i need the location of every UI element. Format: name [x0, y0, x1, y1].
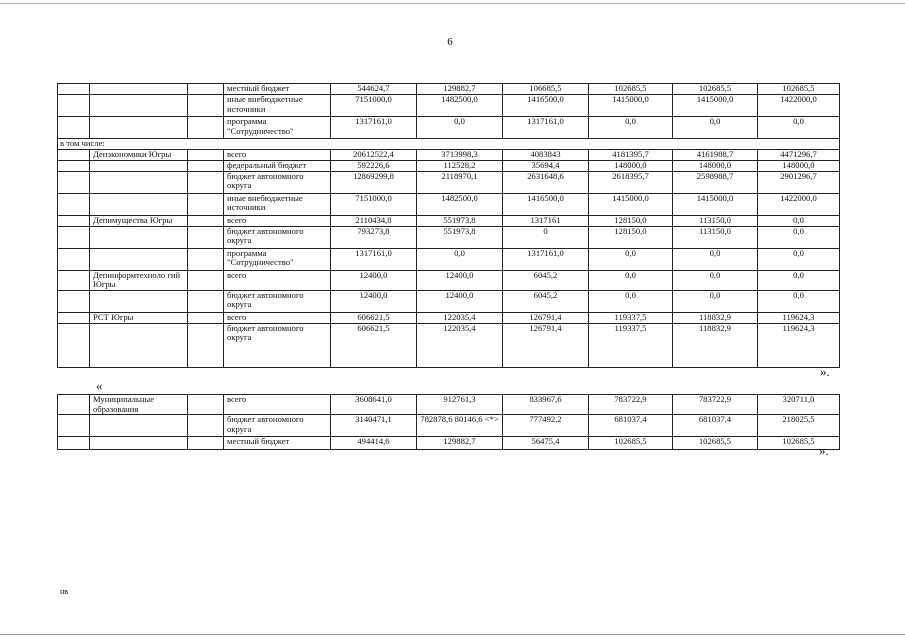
value-cell: 833967,6 — [503, 395, 589, 415]
value-cell: 1422000,0 — [758, 193, 840, 215]
empty-cell — [188, 226, 224, 248]
funding-source-cell: местный бюджет — [224, 437, 331, 450]
value-cell: 777492,2 — [503, 415, 589, 437]
value-cell: 7151000,0 — [331, 95, 417, 117]
value-cell: 494414,6 — [331, 437, 417, 450]
table-row — [58, 437, 840, 450]
table-row — [58, 395, 840, 415]
empty-cell — [188, 248, 224, 270]
funding-source-cell: программа "Сотрудничество" — [224, 248, 331, 270]
empty-cell — [188, 149, 224, 160]
value-cell: 1422000,0 — [758, 95, 840, 117]
value-cell: 0,0 — [758, 290, 840, 312]
value-cell: 2598988,7 — [673, 171, 758, 193]
funding-source-cell: программа "Сотрудничество" — [224, 117, 331, 139]
value-cell: 2618395,7 — [589, 171, 673, 193]
value-cell: 606621,5 — [331, 312, 417, 323]
closing-quote-1: ». — [820, 364, 830, 379]
value-cell: 35694,4 — [503, 160, 589, 171]
value-cell: 2901296,7 — [758, 171, 840, 193]
value-cell: 102685,5 — [589, 437, 673, 450]
value-cell: 4161988,7 — [673, 149, 758, 160]
empty-cell — [188, 323, 224, 367]
empty-cell — [58, 226, 90, 248]
value-cell: 56475,4 — [503, 437, 589, 450]
value-cell: 0,0 — [758, 117, 840, 139]
empty-cell — [58, 437, 90, 450]
value-cell: 12400,0 — [417, 290, 503, 312]
organization-cell — [90, 171, 188, 193]
value-cell: 1317161 — [503, 215, 589, 226]
value-cell: 4471296,7 — [758, 149, 840, 160]
empty-cell — [58, 171, 90, 193]
value-cell: 320711,0 — [758, 395, 840, 415]
value-cell: 0,0 — [758, 226, 840, 248]
value-cell: 119624,3 — [758, 323, 840, 367]
funding-source-cell: всего — [224, 270, 331, 290]
value-cell: 0,0 — [417, 248, 503, 270]
funding-source-cell: иные внебюджетные источники — [224, 193, 331, 215]
value-cell: 119337,5 — [589, 312, 673, 323]
table-row — [58, 270, 840, 290]
table-row — [58, 139, 840, 150]
opening-quote: « — [96, 378, 103, 393]
value-cell: 2118970,1 — [417, 171, 503, 193]
funding-source-cell: бюджет автономного округа — [224, 226, 331, 248]
funding-source-cell: бюджет автономного округа — [224, 415, 331, 437]
value-cell: 606621,5 — [331, 323, 417, 367]
empty-cell — [188, 312, 224, 323]
table-row — [58, 290, 840, 312]
value-cell: 1482500,0 — [417, 193, 503, 215]
value-cell: 0,0 — [417, 117, 503, 139]
empty-cell — [58, 117, 90, 139]
value-cell: 783722,9 — [673, 395, 758, 415]
value-cell: 102685,5 — [673, 84, 758, 95]
value-cell: 113150,0 — [673, 226, 758, 248]
value-cell: 106685,5 — [503, 84, 589, 95]
empty-cell — [188, 395, 224, 415]
organization-cell — [90, 117, 188, 139]
empty-cell — [188, 84, 224, 95]
table-row — [58, 248, 840, 270]
value-cell: 7151000,0 — [331, 193, 417, 215]
empty-cell — [58, 160, 90, 171]
value-cell: 113150,0 — [673, 215, 758, 226]
value-cell: 0 — [503, 226, 589, 248]
value-cell: 2110434,8 — [331, 215, 417, 226]
organization-cell: Депинформтехноло гий Югры — [90, 270, 188, 290]
empty-cell — [188, 160, 224, 171]
value-cell: 118832,9 — [673, 312, 758, 323]
value-cell: 126791,4 — [503, 323, 589, 367]
value-cell: 0,0 — [589, 270, 673, 290]
value-cell: 544624,7 — [331, 84, 417, 95]
empty-cell — [58, 290, 90, 312]
value-cell: 3608641,0 — [331, 395, 417, 415]
empty-cell — [58, 149, 90, 160]
section-note: в том числе: — [58, 139, 840, 150]
empty-cell — [58, 270, 90, 290]
value-cell: 6045,2 — [503, 290, 589, 312]
value-cell: 1317161,0 — [331, 117, 417, 139]
value-cell: 1415000,0 — [589, 193, 673, 215]
value-cell: 551973,8 — [417, 215, 503, 226]
value-cell: 1415000,0 — [673, 193, 758, 215]
table-row — [58, 193, 840, 215]
organization-cell — [90, 84, 188, 95]
value-cell: 0,0 — [673, 117, 758, 139]
value-cell: 681037,4 — [589, 415, 673, 437]
value-cell: 128150,0 — [589, 226, 673, 248]
value-cell: 12869299,8 — [331, 171, 417, 193]
value-cell: 12400,0 — [331, 270, 417, 290]
empty-cell — [58, 84, 90, 95]
value-cell: 912761,3 — [417, 395, 503, 415]
organization-cell: Депимущества Югры — [90, 215, 188, 226]
empty-cell — [58, 323, 90, 367]
empty-cell — [188, 193, 224, 215]
value-cell: 2631648,6 — [503, 171, 589, 193]
organization-cell — [90, 226, 188, 248]
value-cell: 218025,5 — [758, 415, 840, 437]
empty-cell — [58, 415, 90, 437]
value-cell: 1317161,0 — [503, 248, 589, 270]
value-cell: 1416500,0 — [503, 193, 589, 215]
scan-edge-bottom — [0, 634, 905, 635]
table-row — [58, 215, 840, 226]
funding-source-cell: бюджет автономного округа — [224, 171, 331, 193]
organization-cell — [90, 437, 188, 450]
value-cell: 119624,3 — [758, 312, 840, 323]
value-cell: 12400,0 — [331, 290, 417, 312]
value-cell: 0,0 — [589, 290, 673, 312]
organization-cell: Депэкономики Югры — [90, 149, 188, 160]
page-number: 6 — [447, 36, 453, 48]
value-cell: 551973,8 — [417, 226, 503, 248]
value-cell: 0,0 — [673, 248, 758, 270]
empty-cell — [188, 270, 224, 290]
value-cell: 1415000,0 — [673, 95, 758, 117]
closing-quote-2: ». — [819, 443, 829, 458]
value-cell: 0,0 — [673, 270, 758, 290]
value-cell: 129882,7 — [417, 437, 503, 450]
table-row — [58, 149, 840, 160]
value-cell: 3713998,3 — [417, 149, 503, 160]
value-cell: 102685,5 — [673, 437, 758, 450]
value-cell: 118832,9 — [673, 323, 758, 367]
value-cell: 102685,5 — [758, 84, 840, 95]
empty-cell — [58, 312, 90, 323]
table-row — [58, 323, 840, 367]
budget-table-2 — [57, 394, 840, 450]
organization-cell — [90, 415, 188, 437]
value-cell: 129882,7 — [417, 84, 503, 95]
value-cell: 0,0 — [758, 248, 840, 270]
funding-source-cell: всего — [224, 395, 331, 415]
funding-source-cell: иные внебюджетные источники — [224, 95, 331, 117]
value-cell: 102685,5 — [758, 437, 840, 450]
value-cell: 0,0 — [589, 248, 673, 270]
funding-source-cell: бюджет автономного округа — [224, 323, 331, 367]
funding-source-cell: федеральный бюджет — [224, 160, 331, 171]
table-row — [58, 171, 840, 193]
value-cell: 148000,0 — [673, 160, 758, 171]
funding-source-cell: всего — [224, 149, 331, 160]
value-cell: 793273,8 — [331, 226, 417, 248]
empty-cell — [58, 95, 90, 117]
value-cell: 102685,5 — [589, 84, 673, 95]
table-row — [58, 226, 840, 248]
table-row — [58, 160, 840, 171]
funding-source-cell: всего — [224, 215, 331, 226]
empty-cell — [188, 171, 224, 193]
value-cell: 122035,4 — [417, 323, 503, 367]
value-cell: 20612522,4 — [331, 149, 417, 160]
value-cell: 126791,4 — [503, 312, 589, 323]
value-cell: 4181395,7 — [589, 149, 673, 160]
organization-cell — [90, 193, 188, 215]
table-row — [58, 84, 840, 95]
value-cell: 1416500,0 — [503, 95, 589, 117]
value-cell: 148000,0 — [589, 160, 673, 171]
value-cell: 592226,6 — [331, 160, 417, 171]
budget-table-1 — [57, 83, 840, 368]
empty-cell — [188, 215, 224, 226]
value-cell: 1482500,0 — [417, 95, 503, 117]
value-cell: 1317161,0 — [503, 117, 589, 139]
value-cell: 783722,9 — [589, 395, 673, 415]
value-cell: 128150,0 — [589, 215, 673, 226]
organization-cell — [90, 290, 188, 312]
value-cell: 0,0 — [673, 290, 758, 312]
value-cell: 148000,0 — [758, 160, 840, 171]
value-cell: 6045,2 — [503, 270, 589, 290]
footer-mark: нв — [60, 587, 69, 596]
value-cell: 1317161,0 — [331, 248, 417, 270]
table-row — [58, 312, 840, 323]
value-cell: 4083843 — [503, 149, 589, 160]
empty-cell — [188, 437, 224, 450]
table-row — [58, 415, 840, 437]
value-cell: 1415000,0 — [589, 95, 673, 117]
empty-cell — [58, 395, 90, 415]
empty-cell — [188, 415, 224, 437]
organization-cell: РСТ Югры — [90, 312, 188, 323]
value-cell: 681037,4 — [673, 415, 758, 437]
value-cell: 0,0 — [758, 270, 840, 290]
value-cell: 0,0 — [589, 117, 673, 139]
value-cell: 112528,2 — [417, 160, 503, 171]
table-row — [58, 117, 840, 139]
empty-cell — [58, 248, 90, 270]
value-cell: 0,0 — [758, 215, 840, 226]
organization-cell — [90, 323, 188, 367]
empty-cell — [188, 290, 224, 312]
value-cell: 119337,5 — [589, 323, 673, 367]
value-cell: 12400,0 — [417, 270, 503, 290]
organization-cell — [90, 248, 188, 270]
empty-cell — [188, 95, 224, 117]
organization-cell — [90, 95, 188, 117]
funding-source-cell: бюджет автономного округа — [224, 290, 331, 312]
empty-cell — [58, 215, 90, 226]
funding-source-cell: всего — [224, 312, 331, 323]
value-cell: 122035,4 — [417, 312, 503, 323]
table-row — [58, 95, 840, 117]
organization-cell: Муниципальные образования — [90, 395, 188, 415]
funding-source-cell: местный бюджет — [224, 84, 331, 95]
value-cell: 782878,6 80146,6 <*> — [417, 415, 503, 437]
value-cell: 3140471,1 — [331, 415, 417, 437]
empty-cell — [58, 193, 90, 215]
scan-edge-top — [0, 3, 905, 4]
organization-cell — [90, 160, 188, 171]
empty-cell — [188, 117, 224, 139]
